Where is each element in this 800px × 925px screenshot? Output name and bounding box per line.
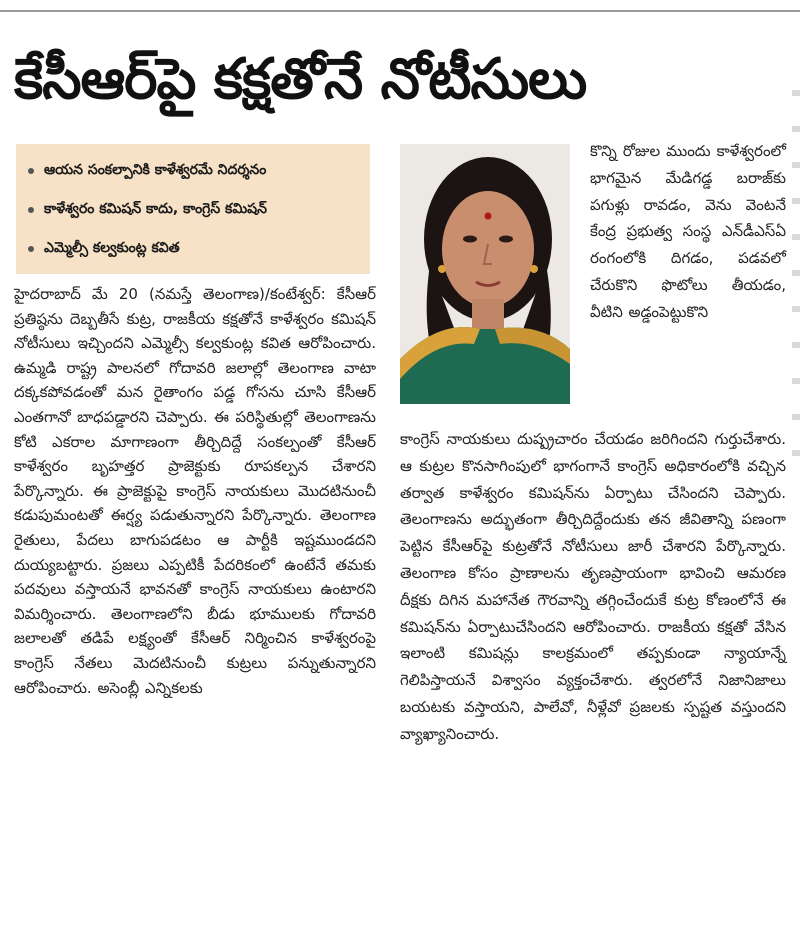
- article-column-right-top: [590, 138, 786, 326]
- article-column-left: [14, 282, 376, 700]
- bullet-icon: [28, 168, 34, 174]
- article-paragraph: హైదరాబాద్ మే 20 (నమస్తే తెలంగాణ)/కంటేశ్వర్: కేసీఆర్ ప్రతిష్ఠను దెబ్బతీసే కుట్ర, రాజకీయ కక్షతోనే కాళేశ్వరం కమిషన్ నోటీసులు ఇచ్చిందని ఎమ్మెల్సీ కల్వకుంట్ల కవిత ఆరోపించారు. ఉమ్మడి రాష్ట్ర పాలనలో గోదావరి జలాల్లో తెలంగాణ వాటా దక్కకపోవడంతో మన రైతాంగం పడ్డ గోసను చూసి కేసీఆర్ ఎంతగానో బాధపడ్డారని చెప్పారు. ఈ పరిస్థితుల్లో తెలంగాణను కోటి ఎకరాల మాగాణంగా తీర్చిదిద్దే సంకల్పంతో కేసీఆర్ కాళేశ్వరం బృహత్తర ప్రాజెక్టుకు రూపకల్పన చేశారని పేర్కొన్నారు. ఈ ప్రాజెక్టుపై కాంగ్రెస్ నాయకులు మొదటినుంచీ కడుపుమంటతో ఈర్ష్య పడుతున్నారని పేర్కొన్నారు. తెలంగాణ రైతులు, పేదలు బాగుపడటం ఆ పార్టీకి ఇష్టముండదని దుయ్యబట్టారు. ప్రజలు ఎప్పటికీ పేదరికంలో ఉంటేనే తమకు పదవులు వస్తాయనే భావనతో కాంగ్రెస్ నాయకులు ఉంటారని విమర్శించారు. తెలంగాణలోని బీడు భూములకు గోదావరి జలాలతో తడిపే లక్ష్యంతో కేసీఆర్ నిర్మించిన కాళేశ్వరంపై కాంగ్రెస్ నేతలు మెదటినుంచీ కుట్రలు పన్నుతున్నారని ఆరోపించారు. అసెంబ్లీ ఎన్నికలకు: [14, 285, 376, 697]
- adjacent-article-edge: [792, 60, 800, 460]
- highlight-text: ఎమ్మెల్సీ కల్వకుంట్ల కవిత: [44, 239, 180, 256]
- portrait-illustration: [400, 144, 570, 404]
- highlight-text: కాళేశ్వరం కమిషన్ కాదు, కాంగ్రెస్ కమిషన్: [44, 200, 267, 217]
- page-title: కేసీఆర్‌పై కక్షతోనే నోటీసులు: [14, 47, 587, 112]
- article-column-right-bottom: [400, 426, 786, 748]
- highlight-item: [28, 152, 368, 190]
- article-paragraph: కాంగ్రెస్ నాయకులు దుష్ప్రచారం చేయడం జరిగిందని గుర్తుచేశారు. ఆ కుట్రల కొనసాగింపులో భాగంగానే కాంగ్రెస్ అధికారంలోకి వచ్చిన తర్వాత కాళేశ్వరం కమిషన్‌ను ఏర్పాటు చేసిందని చెప్పారు. తెలంగాణను అద్భుతంగా తీర్చిదిద్దేందుకు తన జీవితాన్ని పణంగా పెట్టిన కేసీఆర్‌పై కుట్రతోనే నోటీసులు జారీ చేశారని పేర్కొన్నారు. తెలంగాణ కోసం ప్రాణాలను తృణప్రాయంగా భావించి ఆమరణ దీక్షకు దిగిన మహానేత గౌరవాన్ని తగ్గించేందుకే కుట్ర కోణంలోనే ఈ కమిషన్‌ను ఏర్పాటుచేసిందని ఆరోపించారు. రాజకీయ కక్షతో వేసిన ఇలాంటి కమిషన్లు కాలక్రమంలో తప్పకుండా న్యాయాన్నే గెలిపిస్తాయనే విశ్వాసం వ్యక్తంచేశారు. త్వరలోనే నిజానిజాలు బయటకు వస్తాయని, పాలేవో, నీళ్లేవో ప్రజలకు స్పష్టత వస్తుందని వ్యాఖ్యానించారు.: [400, 430, 786, 743]
- portrait-photo: [400, 144, 570, 404]
- highlight-item: [28, 191, 368, 229]
- bullet-icon: [28, 246, 34, 252]
- top-rule: [0, 10, 800, 12]
- highlight-text: ఆయన సంకల్పానికి కాళేశ్వరమే నిదర్శనం: [44, 161, 267, 178]
- article-paragraph: కొన్ని రోజుల ముందు కాళేశ్వరంలో భాగమైన మేడిగడ్డ బరాజ్‌కు పగుళ్లు రావడం, వెను వెంటనే కేంద్ర ప్రభుత్వ సంస్థ ఎన్‌డీఎస్‌ఏ రంగంలోకి దిగడం, పడవలో చేరుకొని ఫొటోలు తీయడం, వీటిని అడ్డంపెట్టుకొని: [590, 142, 786, 321]
- highlights-box: [16, 144, 370, 274]
- highlight-item: [28, 230, 368, 268]
- bullet-icon: [28, 207, 34, 213]
